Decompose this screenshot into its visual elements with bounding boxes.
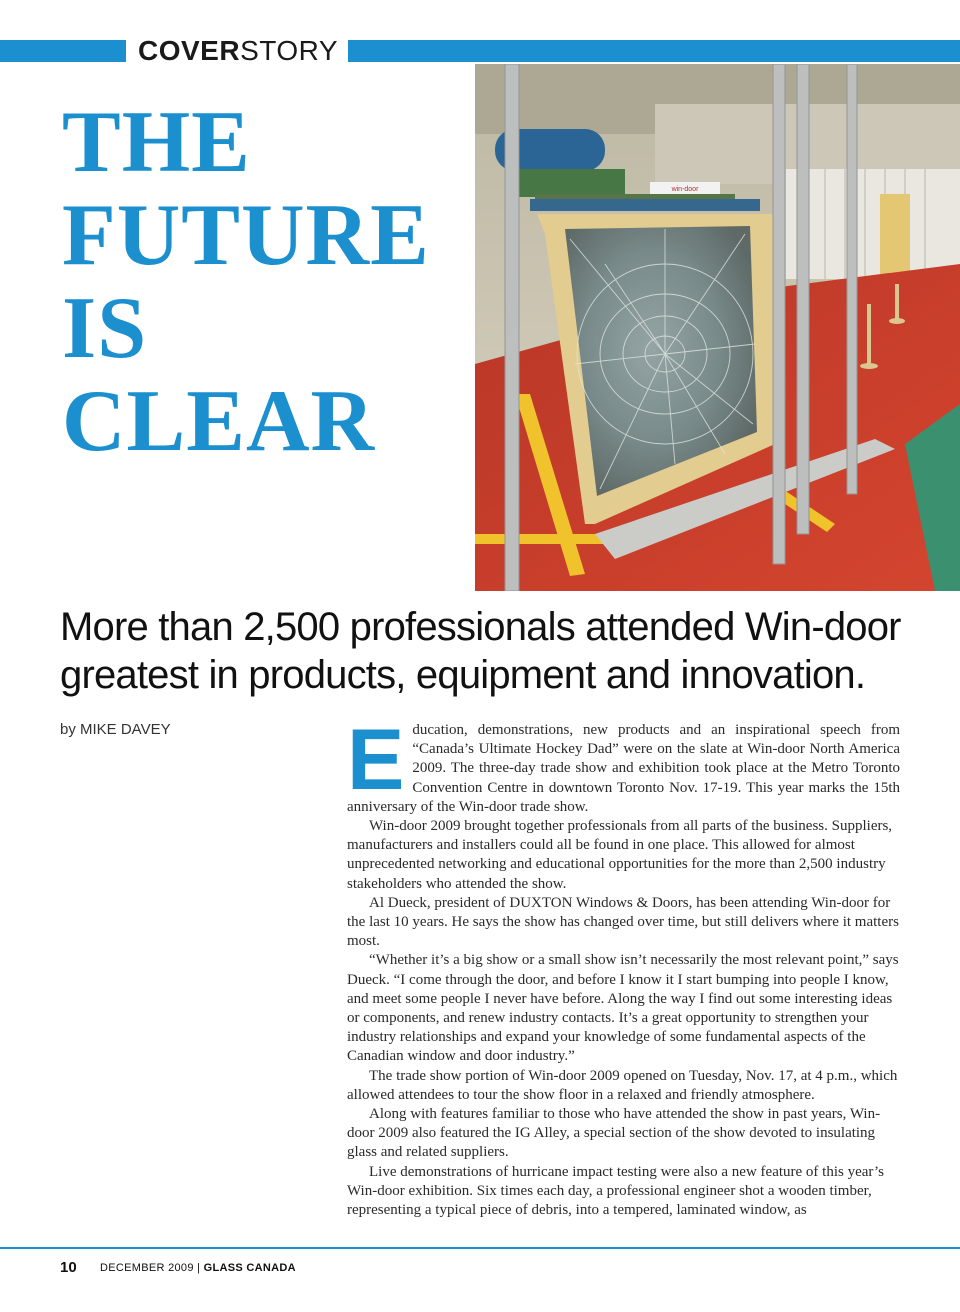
article-photo xyxy=(475,64,960,591)
headline-line: IS xyxy=(62,280,148,377)
trade-show-photo xyxy=(475,64,960,591)
footer-rule xyxy=(0,1247,960,1249)
issue-date: DECEMBER 2009 | xyxy=(100,1262,204,1274)
header-rule-left xyxy=(0,40,126,62)
booth-sign: win-door xyxy=(671,186,699,193)
headline xyxy=(62,96,472,468)
article-paragraph: Win-door 2009 brought together professionals from all parts of the business. Suppliers, manufacturers and installers could all be found in one place. This allowed for almost unprecedented networking and educational opportunities for the more than 2,500 industry stakeholders who attended the show. xyxy=(347,818,893,892)
article-paragraph: Along with features familiar to those who have attended the show in past years, Win-door 2009 also featured the IG Alley, a special section of the show devoted to insulating glass and related suppliers. xyxy=(347,1106,881,1161)
section-label-light: STORY xyxy=(240,35,339,66)
deck-line: More than 2,500 professionals attended Win-door xyxy=(60,605,901,649)
headline-line: CLEAR xyxy=(62,373,376,470)
byline: by MIKE DAVEY xyxy=(60,721,171,738)
deck xyxy=(60,603,960,699)
article-paragraph: Live demonstrations of hurricane impact testing were also a new feature of this year’s Win-door exhibition. Six times each day, a professional engineer shot a wooden timber, representing a typical piece of debris, into a tempered, laminated window, as xyxy=(347,1163,884,1219)
article-paragraph: The trade show portion of Win-door 2009 opened on Tuesday, Nov. 17, at 4 p.m., which allowed attendees to tour the show floor in a relaxed and friendly atmosphere. xyxy=(347,1067,898,1103)
header-rule-right xyxy=(348,40,960,62)
footer-issue xyxy=(100,1262,296,1274)
article-body xyxy=(347,721,900,1223)
section-label-bold: COVER xyxy=(138,35,241,66)
article-paragraph: “Whether it’s a big show or a small show isn’t necessarily the most relevant point,” says Dueck. “I come through the door, and before I know it I start bumping into people I know, and meet some people I never have before. Along the way I find out some interesting ideas or components, and renew industry contacts. It’s a great opportunity to strengthen your industry relationships and expand your knowledge of some fundamental aspects of the Canadian window and door industry.” xyxy=(347,952,899,1065)
article-paragraph xyxy=(347,721,900,817)
magazine-name: GLASS CANADA xyxy=(203,1262,296,1274)
first-paragraph-text: ducation, demonstrations, new products and an inspirational speech from “Canada’s Ultimate Hockey Dad” were on the slate at Win-door North America 2009. The three-day trade show and exhibition took place at the Metro Toronto Convention Centre in downtown Toronto Nov. 17-19. This year marks the 15th anniversary of the Win-door trade show. xyxy=(347,722,900,815)
headline-line: THE xyxy=(62,94,251,191)
article-paragraph: Al Dueck, president of DUXTON Windows & Doors, has been attending Win-door for the last 10 years. He says the show has changed over time, but still delivers where it matters most. xyxy=(347,894,899,950)
deck-line: greatest in products, equipment and innovation. xyxy=(60,653,866,697)
drop-cap: E xyxy=(347,721,405,808)
headline-line: FUTURE xyxy=(62,187,430,284)
page-number: 10 xyxy=(60,1259,77,1276)
section-label xyxy=(138,36,338,66)
